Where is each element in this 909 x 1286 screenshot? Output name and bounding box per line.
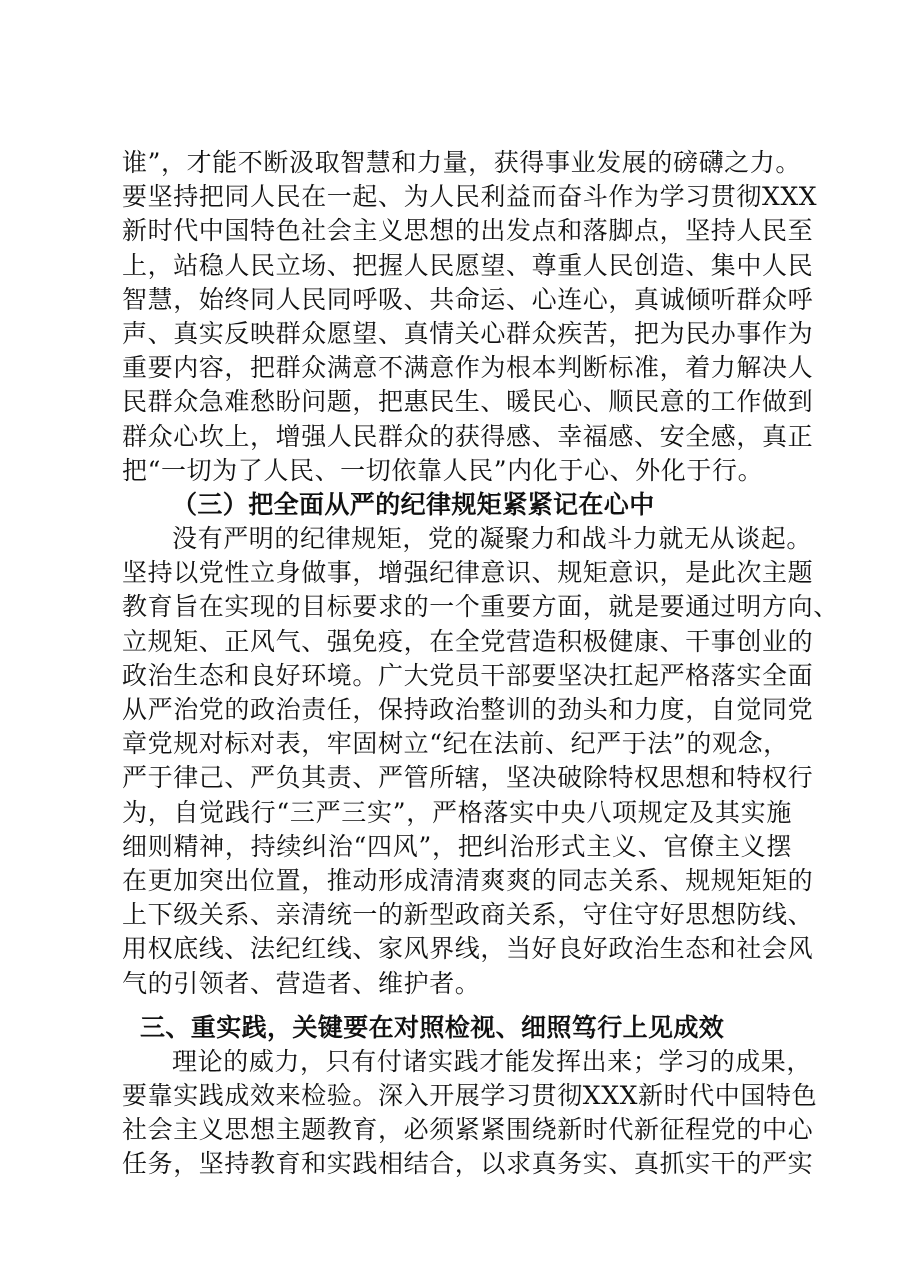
text-line: 没有严明的纪律规矩，党的凝聚力和战斗力就无从谈起。 (172, 524, 813, 554)
paragraph-people-centered (122, 146, 818, 488)
section-heading-practice: 三、重实践，关键要在对照检视、细照笃行上见成效 (140, 1012, 725, 1042)
text-line: 要坚持把同人民在一起、为人民利益而奋斗作为学习贯彻XXX (122, 182, 818, 212)
text-line: 上，站稳人民立场、把握人民愿望、尊重人民创造、集中人民 (122, 250, 814, 280)
text-line: 气的引领者、营造者、维护者。 (122, 968, 481, 998)
paragraph-discipline (122, 522, 839, 1001)
text-line: 严于律己、严负其责、严管所辖，坚决破除特权思想和特权行 (122, 763, 814, 793)
paragraph-practice (122, 1045, 818, 1182)
text-line: 社会主义思想主题教育，必须紧紧围绕新时代新征程党的中心 (122, 1115, 814, 1145)
text-line: 群众心坎上，增强人民群众的获得感、幸福感、安全感，真正 (122, 421, 814, 451)
subheading-discipline: （三）把全面从严的纪律规矩紧紧记在心中 (172, 489, 655, 519)
text-line: 坚持以党性立身做事，增强纪律意识、规矩意识，是此次主题 (122, 558, 814, 588)
text-line: 在更加突出位置，推动形成清清爽爽的同志关系、规规矩矩的 (122, 865, 814, 895)
text-line: 立规矩、正风气、强免疫，在全党营造积极健康、干事创业的 (122, 626, 814, 656)
text-line: 用权底线、法纪红线、家风界线，当好良好政治生态和社会风 (122, 934, 814, 964)
text-line: 上下级关系、亲清统一的新型政商关系，守住守好思想防线、 (122, 900, 814, 930)
text-line: 要靠实践成效来检验。深入开展学习贯彻XXX新时代中国特色 (122, 1081, 818, 1111)
text-line: 理论的威力，只有付诸实践才能发挥出来；学习的成果， (172, 1046, 813, 1076)
text-line: 把“一切为了人民、一切依靠人民”内化于心、外化于行。 (122, 455, 764, 485)
text-line: 为，自觉践行“三严三实”，严格落实中央八项规定及其实施 (122, 797, 792, 827)
text-line: 智慧，始终同人民同呼吸、共命运、心连心，真诚倾听群众呼 (122, 284, 814, 314)
text-line: 新时代中国特色社会主义思想的出发点和落脚点，坚持人民至 (122, 216, 814, 246)
document-body (122, 146, 839, 1182)
text-line: 从严治党的政治责任，保持政治整训的劲头和力度，自觉同党 (122, 695, 814, 724)
text-line: 任务，坚持教育和实践相结合，以求真务实、真抓实干的严实 (122, 1149, 814, 1179)
text-line: 声、真实反映群众愿望、真情关心群众疾苦，把为民办事作为 (122, 318, 814, 348)
text-line: 民群众急难愁盼问题，把惠民生、暖民心、顺民意的工作做到 (122, 387, 814, 417)
text-line: 政治生态和良好环境。广大党员干部要坚决扛起严格落实全面 (122, 660, 814, 690)
text-line: 章党规对标对表，牢固树立“纪在法前、纪严于法”的观念， (122, 729, 789, 759)
text-line: 谁”，才能不断汲取智慧和力量，获得事业发展的磅礴之力。 (122, 148, 801, 177)
text-line: 重要内容，把群众满意不满意作为根本判断标准，着力解决人 (122, 353, 814, 383)
text-line: 细则精神，持续纠治“四风”，把纠治形式主义、官僚主义摆 (122, 831, 792, 861)
text-line: 教育旨在实现的目标要求的一个重要方面，就是要通过明方向、 (122, 592, 839, 622)
